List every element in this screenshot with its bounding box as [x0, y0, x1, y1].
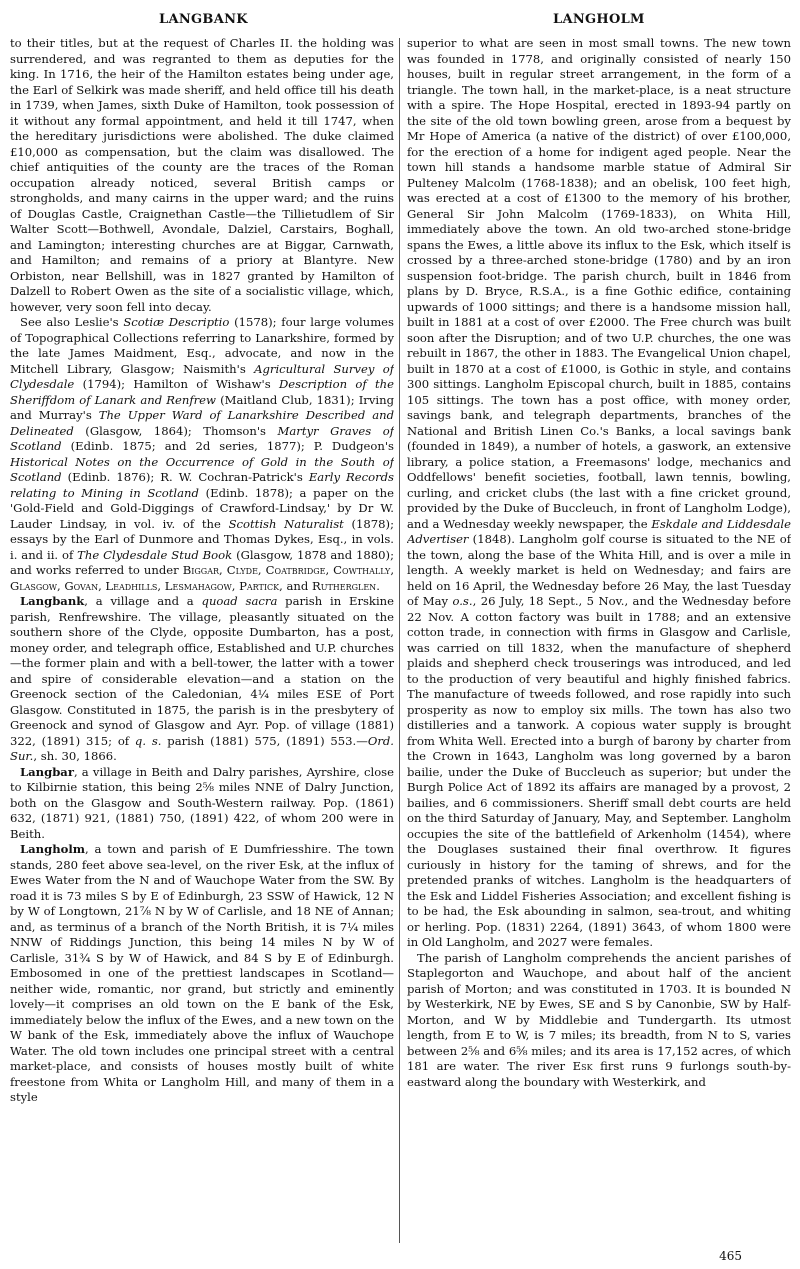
book-title: Agricultural Survey of Clydesdale [10, 361, 394, 391]
text-run: parish (1881) 575, (1891) 553.— [161, 733, 368, 748]
text-run: (Glasgow, 1864); Thomson's [73, 423, 278, 438]
text-run: (1578); four large volumes of Topographical Collections referring to Lanarkshire, formed by the late James Maidment, Esq., advocate, and now in the Mitchell Library, Glasgow; Naismith's [10, 315, 394, 376]
running-head-left: LANGBANK [159, 12, 248, 27]
running-head [0, 6, 800, 34]
cross-reference: Esk [572, 1059, 593, 1073]
lanarkshire-bibliography [10, 315, 394, 594]
entry-langholm [10, 842, 394, 1106]
cross-reference: Rutherglen [311, 578, 377, 593]
book-title: Scotiæ Descriptio [123, 315, 230, 329]
text-run: , a town and parish of E Dumfriesshire. The town stands, 280 feet above sea-level, on the river Esk, at the influx of Ewes Water from the N and of Wauchope Water from the SW. By road it is 73 miles S by E of Edinburgh, 23 SSW of Hawick, 12 N by W of Longtown, 21⅞ N by W of Carlisle, and 18 NE of Annan; and, as terminus of a branch of the North British, it is 7¼ miles NNW of Riddings Junction, this being 14 miles N by W of Carlisle, 31¾ S by W of Hawick, and 84 S by E of Edinburgh. Embosomed in one of the prettiest landscapes in Scotland—neither wide, romantic, nor grand, but strictly and eminently lovely—it comprises an old town on the E bank of the Esk, immediately below the influx of the Ewes, and a new town on the W bank of the Esk, immediately above the influx of Wauchope Water. The old town includes one principal street with a central market-place, and consists of houses mostly built of white freestone from Whita or Langholm Hill, and many of them in a style [10, 842, 394, 1104]
book-title: Scottish Naturalist [228, 516, 344, 531]
text-run: (1848). Langholm golf course is situated to the NE of the town, along the base of the Whita Hill, and is over a mile in length. A weekly market is held on Wednesday; and fairs are held on 16 April, the Wednesday before 26 May, the last Tuesday of May [407, 532, 791, 608]
text-run: (Edinb. 1875; and 2d series, 1877); P. Dudgeon's [61, 439, 394, 453]
text-run: , a village and a [84, 594, 202, 608]
text-run: See also Leslie's [20, 315, 124, 329]
text-run: (Maitland Club, 1831); Irving and Murray's [10, 392, 394, 422]
left-column [10, 36, 394, 1246]
lanarkshire-continuation: to their titles, but at the request of Charles II. the holding was surrendered, and was regranted to them as deputies for the king. In 1716, the heir of the Hamilton estates being under age, the Earl of Selkirk was made sheriff, and held office till his death in 1739, when James, sixth Duke of Hamilton, took possession of it without any formal appointment, and held it till 1747, when the hereditary jurisdictions were abolished. The duke claimed £10,000 as compensation, but the claim was disallowed. The chief antiquities of the county are the traces of the Roman occupation already noticed, several British camps or strongholds, and many cairns in the upper ward; and the ruins of Douglas Castle, Craignethan Castle—the Tillietudlem of Sir Walter Scott—Bothwell, Avondale, Dalziel, Carstairs, Boghall, and Lamington; interesting churches are at Biggar, Carnwath, and Hamilton; and remains of a priory at Blantyre. New Orbiston, near Bellshill, was in 1827 granted by Hamilton of Dalzell to Robert Owen as the site of a socialistic village, which, however, very soon fell into decay. [10, 36, 394, 314]
text-run: (1794); Hamilton of Wishaw's [74, 377, 279, 391]
italic-term: quoad sacra [201, 594, 278, 608]
italic-term: o.s. [452, 594, 473, 608]
text-run: and [282, 578, 312, 593]
book-title: Description of the Sheriffdom of Lanark and Renfrew [10, 377, 394, 407]
text-run: . [376, 578, 380, 593]
text-run: first runs 9 furlongs south-by-eastward along the boundary with Westerkirk, and [407, 1059, 791, 1089]
running-head-right: LANGHOLM [553, 12, 645, 27]
text-run: (Glasgow, 1878 and 1880); and works referred to under [10, 547, 394, 577]
text-run: (Edinb. 1876); R. W. Cochran-Patrick's [61, 470, 309, 484]
text-run: , sh. 30, 1866. [33, 749, 117, 763]
langholm-parish [407, 951, 791, 1091]
text-run: superior to what are seen in most small towns. The new town was founded in 1778, and originally consisted of nearly 150 houses, built in regular street arrangement, in the form of a triangle. The town hall, in the market-place, is a neat structure with a spire. The Hope Hospital, erected in 1893-94 partly on the site of the old town bowling green, arose from a bequest by Mr Hope of America (a native of the district) of over £100,000, for the erection of a home for indigent aged people. Near the town hill stands a handsome marble statue of Admiral Sir Pulteney Malcolm (1768-1838); and an obelisk, 100 feet high, was erected at a cost of £1300 to the memory of his brother, General Sir John Malcolm (1769-1833), on Whita Hill, immediately above the town. An old two-arched stone-bridge spans the Ewes, a little above its influx to the Esk, which itself is crossed by a three-arched stone-bridge (1780) and by an iron suspension foot-bridge. The parish church, built in 1846 from plans by D. Bryce, R.S.A., is a fine Gothic edifice, containing upwards of 1000 sittings; and there is a handsome mission hall, built in 1881 at a cost of over £2000. The Free church was built soon after the Disruption; and of two U.P. churches, the one was rebuilt in 1867, the other in 1883. The Evangelical Union chapel, built in 1870 at a cost of £1000, is Gothic in style, and contains 300 sittings. Langholm Episcopal church, built in 1885, contains 105 sittings. The town has a post office, with money order, savings bank, and telegraph departments, branches of the National and British Linen Co.'s Banks, a local savings bank (founded in 1849), a number of hotels, a gaswork, an extensive library, a police station, a Freemasons' lodge, mechanics and Oddfellows' benefit societies, football, lawn tennis, bowling, curling, and cricket clubs (the last with a fine cricket ground, provided by the Duke of Buccleuch, in front of Langholm Lodge), and a Wednesday weekly newspaper, the [407, 36, 791, 531]
entry-headword: Langholm [20, 842, 86, 856]
text-run: (Edinb. 1878); a paper on the 'Gold-Field and Gold-Diggings of Crawford-Lindsay,' by Dr W. Lauder Lindsay, in vol. iv. of the [10, 485, 394, 531]
entry-langbank [10, 594, 394, 765]
entry-headword: Langbar [20, 764, 74, 779]
entry-langbar [10, 765, 394, 843]
cross-references: Biggar, Clyde, Coatbridge, Cowthally, Glasgow, Govan, Leadhills, Lesmahagow, Partick, [10, 563, 394, 593]
text-run: parish in Erskine parish, Renfrewshire. The village, pleasantly situated on the southern shore of the Clyde, opposite Dumbarton, has a post, money order, and telegraph office, Established and U.P. churches—the former plain and with a bell-tower, the latter with a tower and spire of considerable elevation—and a station on the Greenock section of the Caledonian, 4¼ miles ESE of Port Glasgow. Constituted in 1875, the parish is in the presbytery of Greenock and synod of Glasgow and Ayr. Pop. of village (1881) 322, (1891) 315; of [10, 594, 394, 748]
book-title: The Clydesdale Stud Book [77, 547, 233, 562]
book-title: The Upper Ward of Lanarkshire Described and Delineated [10, 408, 394, 438]
italic-term: q. s. [134, 733, 162, 748]
book-title: Early Records relating to Mining in Scotland [10, 470, 394, 500]
entry-headword: Langbank [20, 594, 85, 608]
text-run: (1878); essays by the Earl of Dunmore and Thomas Dykes, Esq., in vols. i. and ii. of [10, 516, 394, 562]
newspaper-title: Eskdale and Liddesdale Advertiser [407, 516, 791, 546]
text-run: The parish of Langholm comprehends the ancient parishes of Staplegorton and Wauchope, and about half of the ancient parish of Morton; and was constituted in 1703. It is bounded N by Westerkirk, NE by Ewes, SE and S by Canonbie, SW by Half-Morton, and W by Middlebie and Tundergarth. Its utmost length, from E to W, is 7 miles; its breadth, from N to S, varies between 2⅝ and 6⅝ miles; and its area is 17,152 acres, of which 181 are water. The river [407, 950, 791, 1073]
langholm-town-continuation [407, 36, 791, 951]
text-run: , a village in Beith and Dalry parishes, Ayrshire, close to Kilbirnie station, this being 2⅝ miles NNE of Dalry Junction, both on the Glasgow and South-Western railway. Pop. (1861) 632, (1871) 921, (1881) 750, (1891) 422, of whom 200 were in Beith. [10, 764, 394, 841]
page-number: 465 [719, 1249, 742, 1263]
text-run: , 26 July, 18 Sept., 5 Nov., and the Wednesday before 22 Nov. A cotton factory was built in 1788; and an extensive cotton trade, in connection with firms in Glasgow and Carlisle, was carried on till 1832, when the manufacture of shepherd plaids and shepherd check trouserings was introduced, and led to the production of very beautiful and highly finished fabrics. The manufacture of tweeds followed, and rose rapidly into such prosperity as now to employ six mills. The town has also two distilleries and a tanwork. A copious water supply is brought from Whita Well. Erected into a burgh of barony by charter from the Crown in 1643, Langholm was long governed by a baron bailie, under the Duke of Buccleuch as superior; but under the Burgh Police Act of 1892 its affairs are managed by a provost, 2 bailies, and 6 commissioners. Sheriff small debt courts are held on the third Saturday of January, May, and September. Langholm occupies the site of the battlefield of Arkenholm (1454), where the Douglases sustained their final overthrow. It figures curiously in history for the taming of shrews, and for the pretended pranks of witches. Langholm is the headquarters of the Esk and Liddel Fisheries Association; and excellent fishing is to be had, the Esk abounding in salmon, sea-trout, and whiting or herling. Pop. (1831) 2264, (1891) 3643, of whom 1800 were in Old Langholm, and 2027 were females. [407, 594, 791, 949]
column-rule [399, 38, 400, 1243]
italic-term: Ord. Sur. [10, 733, 394, 763]
book-title: Historical Notes on the Occurrence of Gold in the South of Scotland [10, 454, 394, 484]
book-title: Martyr Graves of Scotland [10, 423, 394, 453]
right-column [407, 36, 791, 1246]
